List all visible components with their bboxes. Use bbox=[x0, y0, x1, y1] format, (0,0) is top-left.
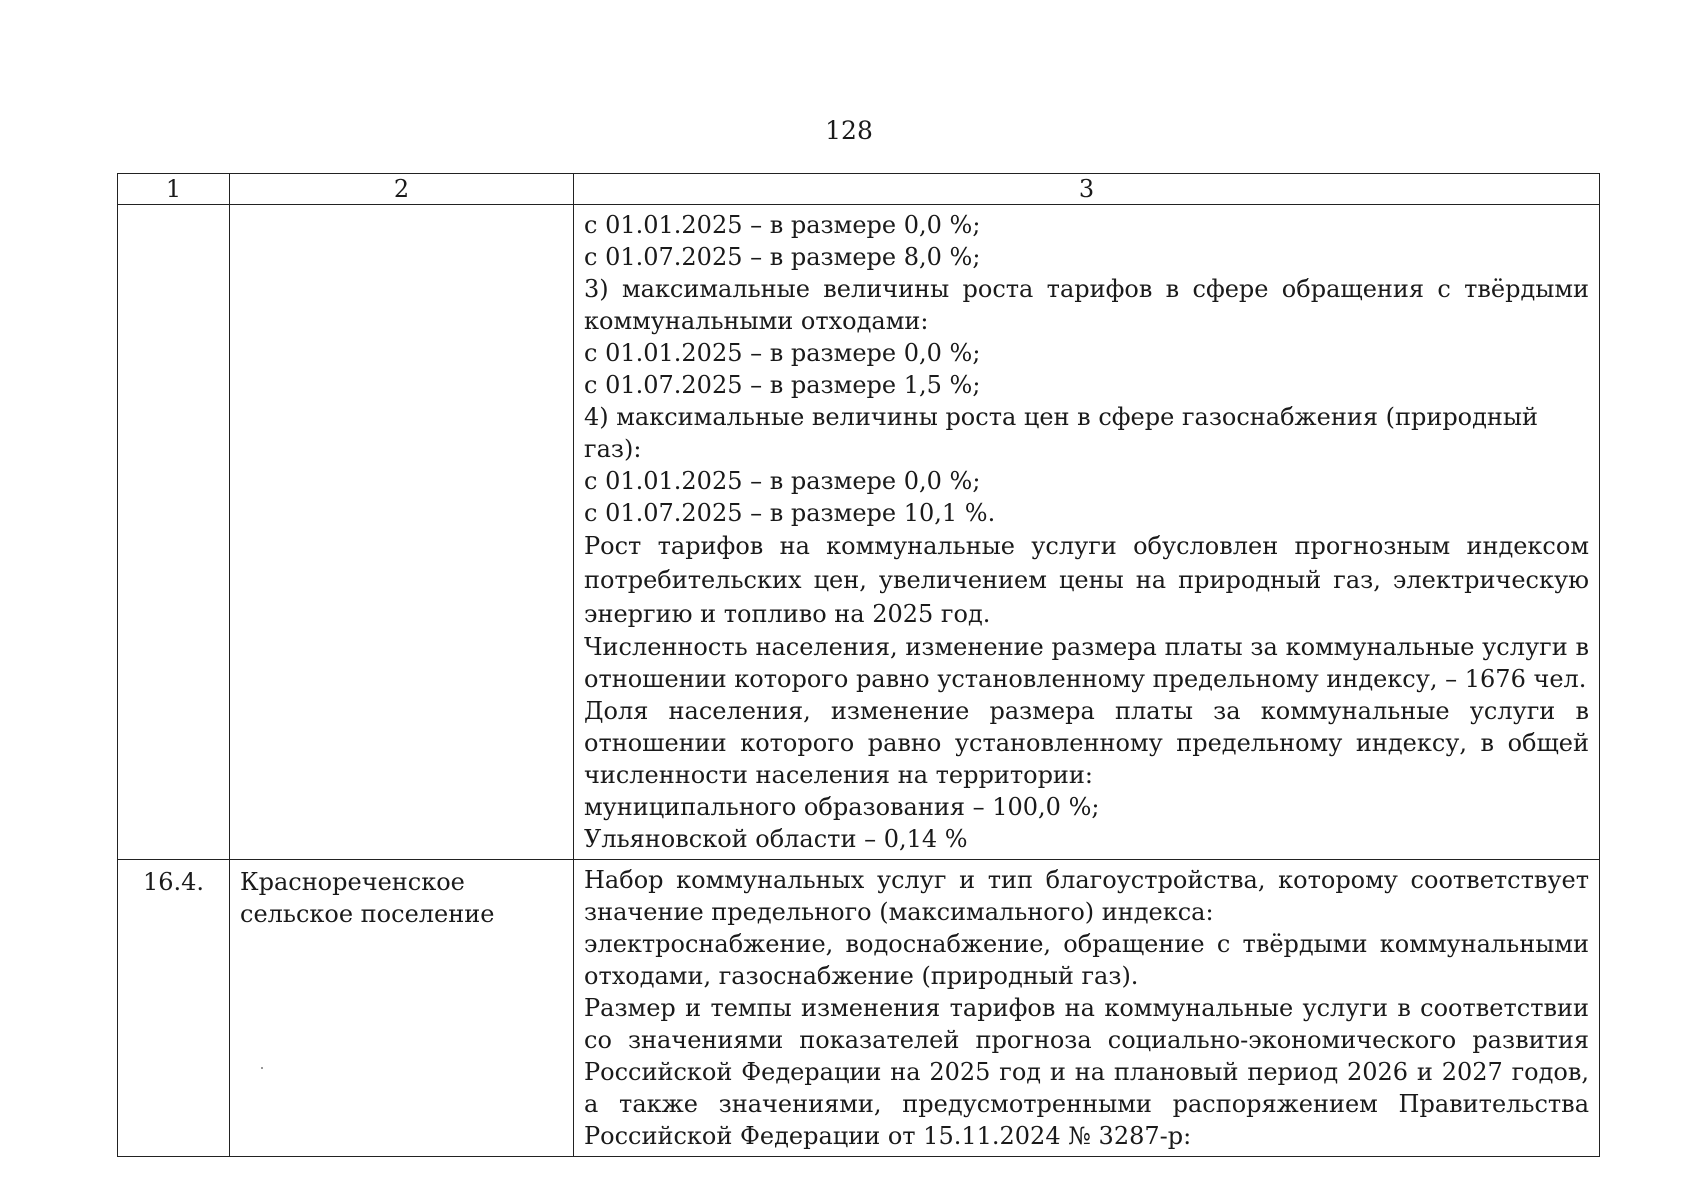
text-line: 4) максимальные величины роста цен в сфере газоснабжения (природный газ): bbox=[584, 403, 1538, 463]
table-row bbox=[118, 205, 1600, 860]
text-line: с 01.07.2025 – в размере 1,5 %; bbox=[584, 371, 981, 399]
settlement-name bbox=[230, 205, 574, 860]
header-col-1: 1 bbox=[118, 174, 230, 205]
text-paragraph: Рост тарифов на коммунальные услуги обусловлен прогнозным индексом потребительских цен, увеличением цены на природный газ, электрическую энергию и топливо на 2025 год. bbox=[584, 532, 1589, 628]
tariff-description bbox=[574, 205, 1600, 860]
text-line: с 01.01.2025 – в размере 0,0 %; bbox=[584, 339, 981, 367]
text-paragraph: 3) максимальные величины роста тарифов в сфере обращения с твёрдыми коммунальными отходами: bbox=[584, 275, 1589, 335]
text-line: с 01.07.2025 – в размере 10,1 %. bbox=[584, 499, 996, 527]
text-paragraph: Доля населения, изменение размера платы за коммунальные услуги в отношении которого равно установленному предельному индексу, в общей численности населения на территории: bbox=[584, 697, 1589, 789]
text-paragraph: Набор коммунальных услуг и тип благоустройства, которому соответствует значение предельного (максимального) индекса: bbox=[584, 866, 1589, 926]
text-line: с 01.01.2025 – в размере 0,0 %; bbox=[584, 467, 981, 495]
text-line: с 01.01.2025 – в размере 0,0 %; bbox=[584, 211, 981, 239]
row-number bbox=[118, 205, 230, 860]
tariff-table bbox=[117, 173, 1600, 1157]
table-header-row bbox=[118, 174, 1600, 205]
table-row bbox=[118, 860, 1600, 1157]
row-number: 16.4. bbox=[118, 860, 230, 1157]
text-paragraph: электроснабжение, водоснабжение, обращение с твёрдыми коммунальными отходами, газоснабжение (природный газ). bbox=[584, 930, 1589, 990]
tariff-description bbox=[574, 860, 1600, 1157]
header-col-2: 2 bbox=[230, 174, 574, 205]
text-line: Ульяновской области – 0,14 % bbox=[584, 825, 968, 853]
text-line: с 01.07.2025 – в размере 8,0 %; bbox=[584, 243, 981, 271]
settlement-name: Краснореченское сельское поселение bbox=[230, 860, 574, 1157]
page-number: 128 bbox=[825, 116, 873, 145]
text-line: муниципального образования – 100,0 %; bbox=[584, 793, 1100, 821]
scan-speck bbox=[261, 1067, 263, 1069]
text-paragraph: Численность населения, изменение размера платы за коммунальные услуги в отношении которого равно установленному предельному индексу, – 1676 чел. bbox=[584, 633, 1589, 693]
text-paragraph: Размер и темпы изменения тарифов на коммунальные услуги в соответствии со значениями показателей прогноза социально-экономического развития Российской Федерации на 2025 год и на плановый период 2026 и 2027 годов, а также значениями, предусмотренными распоряжением Правительства Российской Федерации от 15.11.2024 № 3287-р: bbox=[584, 994, 1589, 1150]
header-col-3: 3 bbox=[574, 174, 1600, 205]
